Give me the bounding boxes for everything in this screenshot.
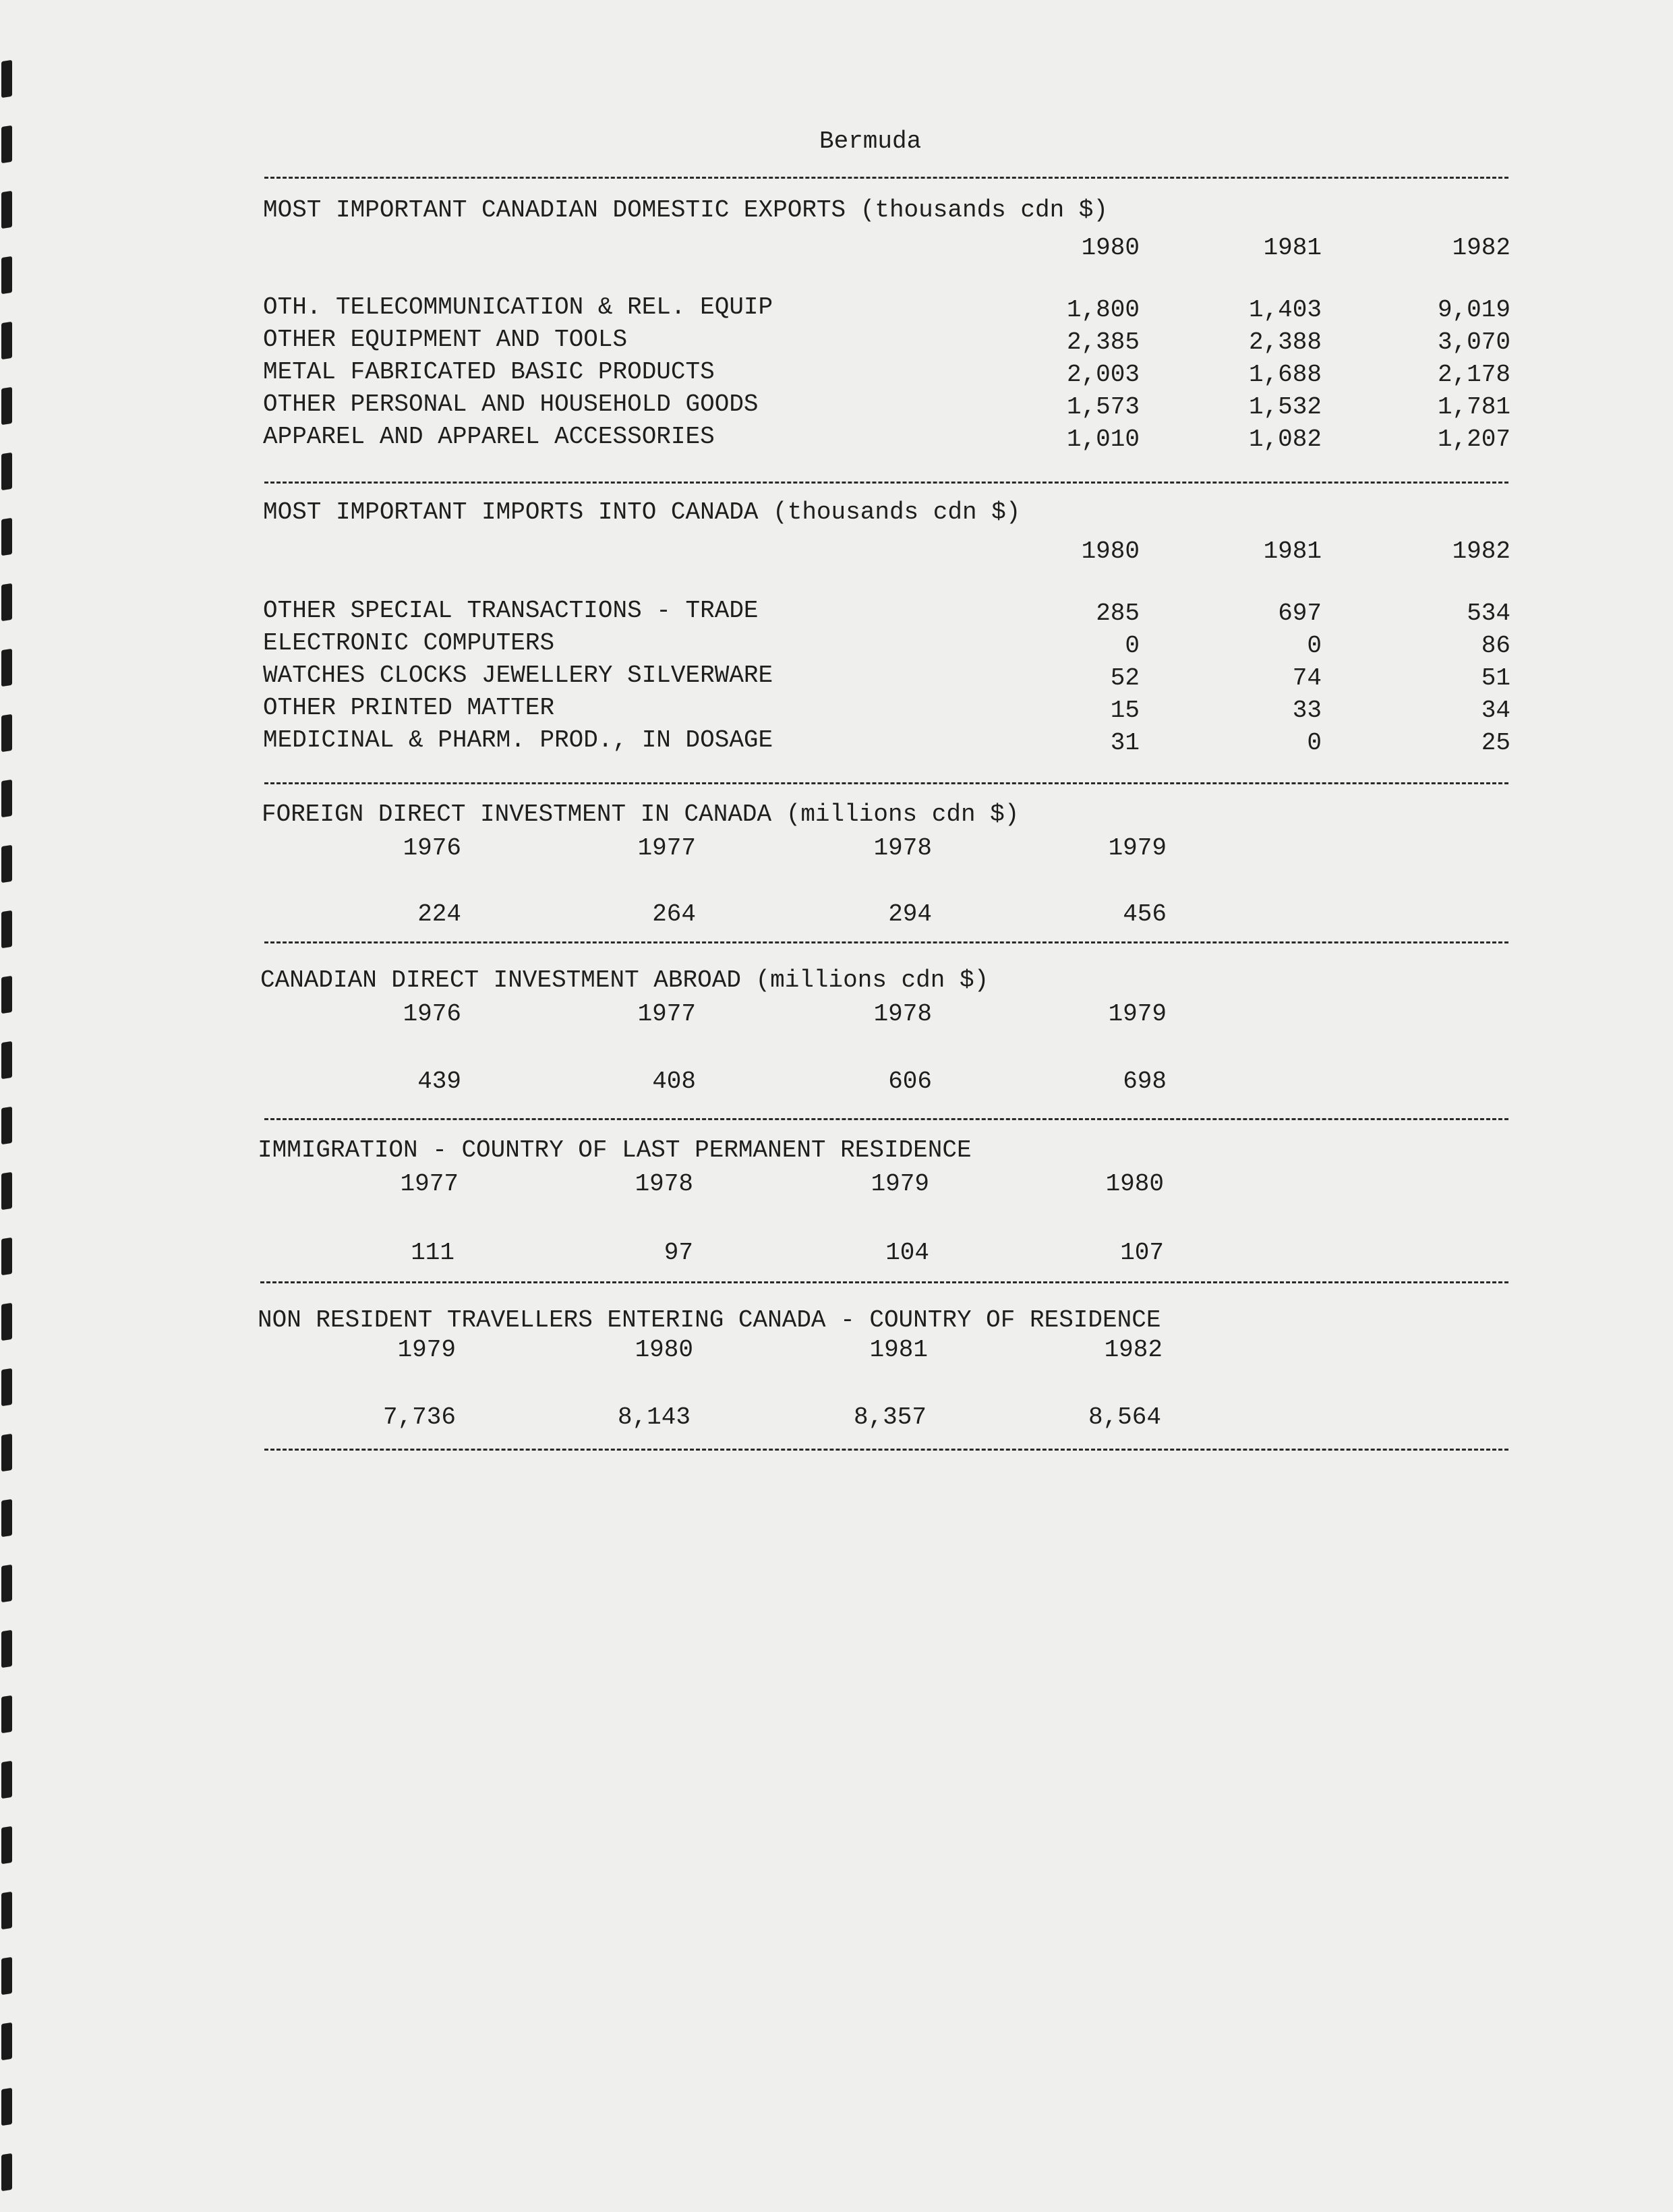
travellers-title: NON RESIDENT TRAVELLERS ENTERING CANADA - COUNTRY OF RESIDENCE [258,1306,1161,1334]
imports-row-value: 285 [1096,600,1140,627]
imports-row-label: OTHER SPECIAL TRANSACTIONS - TRADE [263,597,759,624]
travellers-year: 1980 [635,1336,693,1364]
exports-year-1: 1980 [1081,234,1140,262]
exports-row-value: 2,178 [1437,361,1510,388]
imports-row-value: 0 [1307,729,1322,757]
exports-row-value: 1,010 [1066,426,1140,453]
exports-year-2: 1981 [1263,234,1322,262]
imports-row-value: 51 [1481,664,1510,692]
imports-row-value: 0 [1125,632,1140,660]
rule-exports [264,482,1508,484]
immigration-year: 1980 [1105,1170,1164,1198]
exports-row-label: OTHER PERSONAL AND HOUSEHOLD GOODS [263,390,759,418]
exports-row-value: 1,207 [1437,426,1510,453]
imports-year-2: 1981 [1263,537,1322,565]
imports-row-value: 15 [1110,697,1140,724]
imports-title: MOST IMPORTANT IMPORTS INTO CANADA (thousands cdn $) [263,498,1021,526]
fdi-year: 1979 [1108,834,1167,862]
travellers-value: 8,564 [1088,1403,1161,1431]
imports-row-label: OTHER PRINTED MATTER [263,694,555,722]
imports-row-value: 31 [1110,729,1140,757]
fdi-value: 456 [1123,900,1167,928]
immigration-value: 97 [664,1239,693,1267]
imports-row-value: 33 [1292,697,1322,724]
exports-row-value: 1,688 [1248,361,1322,388]
fdi-title: FOREIGN DIRECT INVESTMENT IN CANADA (millions cdn $) [262,801,1020,828]
exports-row-value: 2,385 [1066,328,1140,356]
cdia-year: 1979 [1108,1000,1167,1028]
exports-title: MOST IMPORTANT CANADIAN DOMESTIC EXPORTS (thousands cdn $) [263,196,1109,224]
travellers-year: 1979 [397,1336,456,1364]
travellers-year: 1982 [1104,1336,1163,1364]
travellers-year: 1981 [869,1336,928,1364]
imports-row-value: 86 [1481,632,1510,660]
fdi-year: 1976 [403,834,461,862]
exports-row-label: OTHER EQUIPMENT AND TOOLS [263,326,628,353]
fdi-value: 224 [417,900,461,928]
fdi-year: 1978 [873,834,932,862]
cdia-value: 698 [1123,1068,1167,1095]
immigration-year: 1977 [400,1170,459,1198]
rule-cdia [264,1118,1508,1120]
travellers-value: 8,357 [853,1403,927,1431]
exports-row-value: 1,781 [1437,393,1510,421]
exports-row-value: 1,573 [1066,393,1140,421]
exports-row-value: 1,532 [1248,393,1322,421]
imports-row-value: 52 [1110,664,1140,692]
imports-row-value: 34 [1481,697,1510,724]
exports-row-label: METAL FABRICATED BASIC PRODUCTS [263,358,715,386]
exports-row-value: 1,800 [1066,296,1140,324]
immigration-year: 1978 [635,1170,693,1198]
rule-top [264,177,1508,179]
imports-row-value: 25 [1481,729,1510,757]
immigration-value: 104 [885,1239,929,1267]
cdia-value: 439 [417,1068,461,1095]
cdia-title: CANADIAN DIRECT INVESTMENT ABROAD (millions cdn $) [260,966,989,994]
exports-year-3: 1982 [1452,234,1510,262]
travellers-value: 8,143 [617,1403,691,1431]
imports-row-label: ELECTRONIC COMPUTERS [263,629,555,657]
exports-row-label: OTH. TELECOMMUNICATION & REL. EQUIP [263,293,773,321]
imports-row-value: 534 [1467,600,1510,627]
imports-year-3: 1982 [1452,537,1510,565]
exports-row-value: 1,403 [1248,296,1322,324]
exports-row-label: APPAREL AND APPAREL ACCESSORIES [263,423,715,450]
fdi-value: 294 [888,900,932,928]
page-header-country: Bermuda [819,127,922,155]
exports-row-value: 2,388 [1248,328,1322,356]
cdia-value: 408 [652,1068,696,1095]
imports-row-label: WATCHES CLOCKS JEWELLERY SILVERWARE [263,662,773,689]
fdi-year: 1977 [637,834,696,862]
cdia-year: 1978 [873,1000,932,1028]
imports-row-label: MEDICINAL & PHARM. PROD., IN DOSAGE [263,726,773,754]
immigration-title: IMMIGRATION - COUNTRY OF LAST PERMANENT RESIDENCE [258,1136,972,1164]
exports-row-value: 3,070 [1437,328,1510,356]
immigration-value: 107 [1120,1239,1164,1267]
travellers-value: 7,736 [382,1403,456,1431]
imports-year-1: 1980 [1081,537,1140,565]
immigration-value: 111 [411,1239,454,1267]
cdia-value: 606 [888,1068,932,1095]
imports-row-value: 74 [1292,664,1322,692]
imports-row-value: 0 [1307,632,1322,660]
immigration-year: 1979 [871,1170,929,1198]
fdi-value: 264 [652,900,696,928]
rule-immigration [260,1281,1508,1283]
imports-row-value: 697 [1278,600,1322,627]
rule-bottom [264,1449,1508,1451]
cdia-year: 1977 [637,1000,696,1028]
rule-fdi [264,941,1508,943]
cdia-year: 1976 [403,1000,461,1028]
exports-row-value: 9,019 [1437,296,1510,324]
exports-row-value: 2,003 [1066,361,1140,388]
rule-imports [264,782,1508,784]
exports-row-value: 1,082 [1248,426,1322,453]
